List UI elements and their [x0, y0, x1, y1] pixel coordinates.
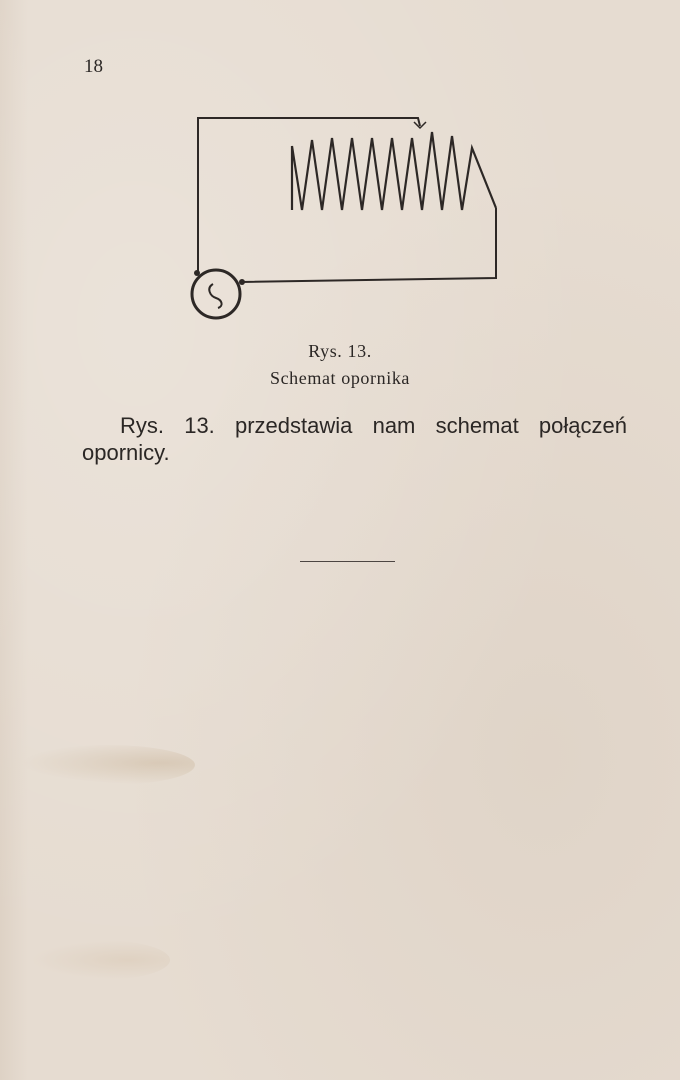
paper-stain-lower [30, 940, 170, 980]
resistor-coil [292, 132, 496, 210]
ac-wave [209, 284, 221, 308]
terminal-right [239, 279, 245, 285]
body-paragraph [82, 412, 627, 466]
right-wire [242, 208, 496, 282]
body-paragraph-text: Rys. 13. przedstawia nam schemat połączeń opornicy. [82, 413, 627, 465]
terminal-left [194, 270, 200, 276]
section-divider [300, 561, 395, 562]
figure-label: Rys. 13. [308, 341, 372, 361]
figure-caption: Schemat opornika [269, 368, 411, 388]
paper-stain [20, 745, 195, 785]
resistor-circuit-diagram [180, 100, 510, 330]
ac-source-symbol [192, 270, 240, 318]
page-number: 18 [84, 56, 103, 77]
